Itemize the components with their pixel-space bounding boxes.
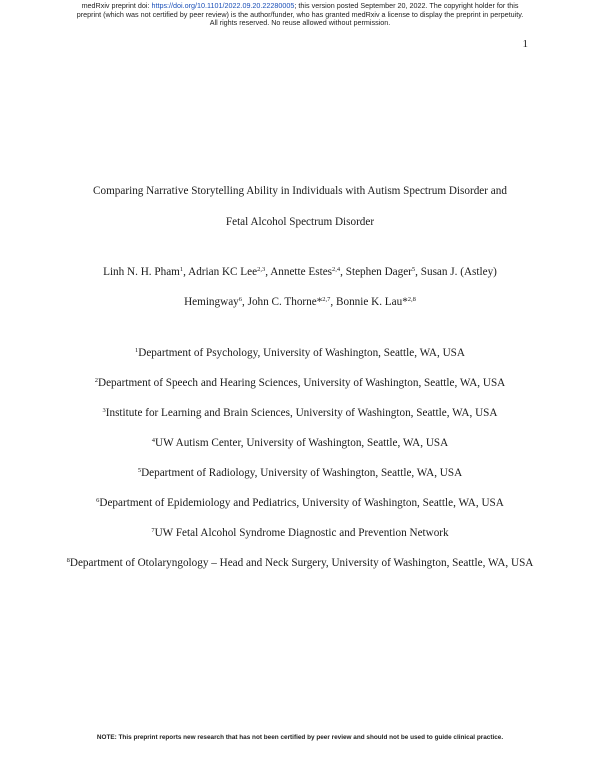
affiliation-item (0, 337, 600, 367)
author-separator: , (265, 266, 271, 278)
affiliation-item (0, 517, 600, 547)
affiliation-item (0, 487, 600, 517)
affiliation-sup: 7 (151, 527, 155, 534)
author-line-1 (0, 256, 600, 286)
author-separator: , (183, 266, 189, 278)
author-separator: , (330, 296, 337, 308)
title-line-1: Comparing Narrative Storytelling Ability in Individuals with Autism Spectrum Disorder and (93, 185, 507, 197)
author-separator: , (415, 266, 421, 278)
author-affiliation-sup: 2,3 (257, 266, 266, 273)
author-affiliation-sup: 5 (411, 266, 416, 273)
header-doi-prefix: medRxiv preprint doi: (81, 1, 152, 10)
header-line-1-suffix: ; this version posted September 20, 2022. The copyright holder for this (294, 1, 519, 10)
author-separator: , (242, 296, 248, 308)
author-line-2 (0, 286, 600, 316)
affiliation-sup: 5 (137, 467, 142, 474)
affiliation-text: Department of Otolaryngology – Head and Neck Surgery, University of Washington, Seattle, WA, USA (69, 557, 534, 569)
author-name: Adrian KC Lee (188, 266, 258, 278)
affiliation-sup: 4 (151, 437, 155, 444)
affiliation-list (0, 337, 600, 577)
affiliation-text: Department of Epidemiology and Pediatrics, University of Washington, Seattle, WA, USA (99, 497, 504, 509)
author-affiliation-sup: 2,7 (322, 296, 331, 303)
author-list (0, 256, 600, 316)
header-line-3: All rights reserved. No reuse allowed without permission. (209, 18, 391, 28)
affiliation-text: Institute for Learning and Brain Sciences, University of Washington, Seattle, WA, USA (105, 407, 498, 419)
page-number: 1 (522, 38, 528, 50)
author-name: Bonnie K. Lau* (336, 296, 408, 308)
affiliation-sup: 3 (102, 407, 106, 414)
affiliation-item (0, 427, 600, 457)
author-name: Stephen Dager (345, 266, 412, 278)
affiliation-text: Department of Psychology, University of Washington, Seattle, WA, USA (138, 347, 465, 359)
author-affiliation-sup: 2,8 (407, 296, 416, 303)
affiliation-text: Department of Speech and Hearing Sciences, University of Washington, Seattle, WA, USA (98, 377, 506, 389)
author-affiliation-sup: 2,4 (332, 266, 341, 273)
doi-link[interactable]: https://doi.org/10.1101/2022.09.20.22280005 (151, 1, 295, 10)
author-name: Annette Estes (270, 266, 333, 278)
affiliation-text: UW Autism Center, University of Washington, Seattle, WA, USA (155, 437, 449, 449)
author-separator: , (340, 266, 346, 278)
affiliation-item (0, 367, 600, 397)
affiliation-sup: 1 (135, 347, 139, 354)
affiliation-item (0, 397, 600, 427)
affiliation-item (0, 547, 600, 577)
author-name: John C. Thorne* (247, 296, 323, 308)
affiliation-sup: 2 (94, 377, 98, 384)
title-line-2: Fetal Alcohol Spectrum Disorder (225, 216, 375, 228)
paper-title (0, 176, 600, 238)
author-name-continued: Hemingway (184, 296, 239, 308)
preprint-header (0, 2, 600, 28)
peer-review-notice: NOTE: This preprint reports new research that has not been certified by peer review and should not be used to guide clinical practice. (96, 734, 504, 741)
affiliation-text: Department of Radiology, University of Washington, Seattle, WA, USA (141, 467, 463, 479)
affiliation-sup: 8 (66, 557, 70, 564)
header-line-2: preprint (which was not certified by peer review) is the author/funder, who has granted medRxiv a license to display the preprint in perpetuity. (76, 9, 524, 19)
author-name: Susan J. (Astley) (420, 266, 497, 278)
author-affiliation-sup: 6 (238, 296, 243, 303)
affiliation-text: UW Fetal Alcohol Syndrome Diagnostic and Prevention Network (154, 527, 449, 539)
author-affiliation-sup: 1 (179, 266, 184, 273)
author-name: Linh N. H. Pham (103, 266, 180, 278)
affiliation-sup: 6 (96, 497, 100, 504)
affiliation-item (0, 457, 600, 487)
